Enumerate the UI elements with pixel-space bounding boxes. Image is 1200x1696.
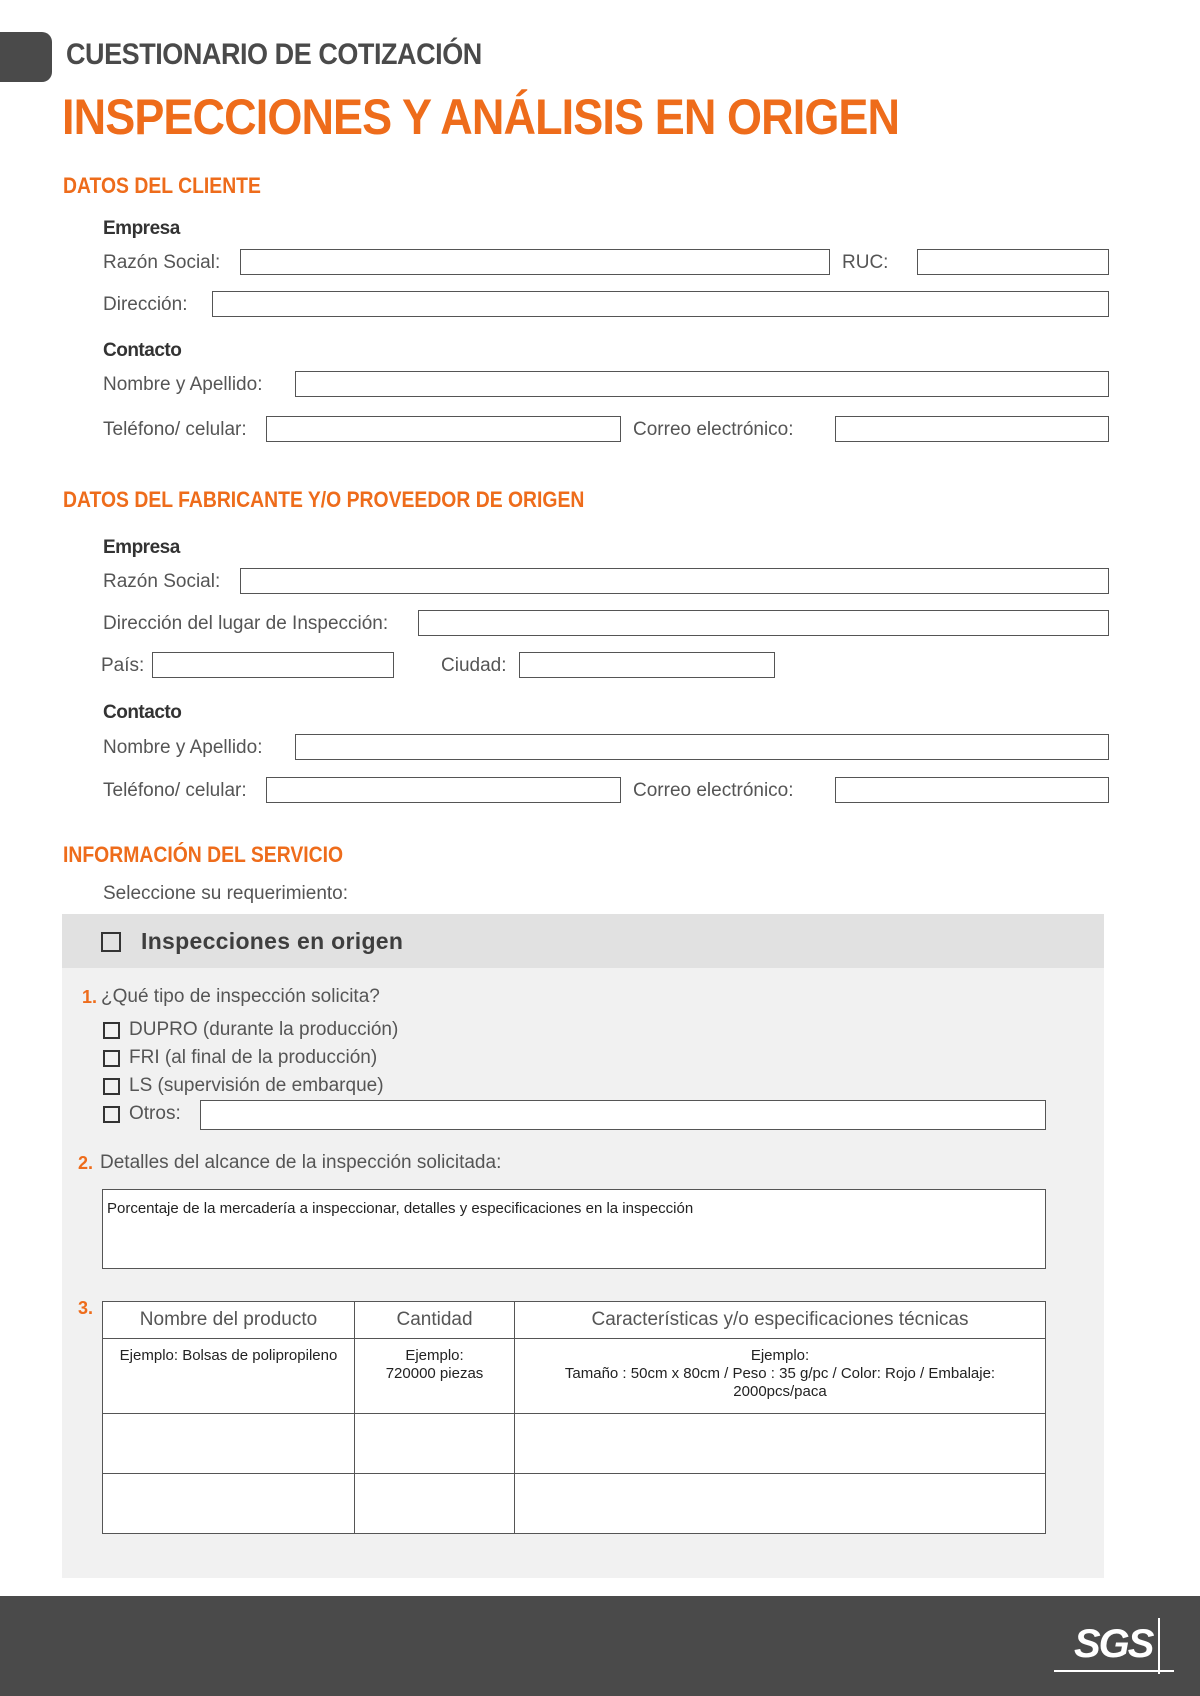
section-title-fabricante: DATOS DEL FABRICANTE Y/O PROVEEDOR DE ORIGEN bbox=[63, 487, 585, 512]
q2-number: 2. bbox=[78, 1153, 94, 1173]
footer bbox=[0, 1596, 1200, 1696]
cliente-correo-label: Correo electrónico: bbox=[633, 419, 794, 440]
cliente-telefono-field[interactable] bbox=[266, 416, 621, 442]
option-otros-field[interactable] bbox=[200, 1100, 1046, 1130]
section-title-cliente: DATOS DEL CLIENTE bbox=[63, 173, 261, 198]
row3-producto-cell[interactable] bbox=[103, 1474, 355, 1534]
row2-caracteristicas-cell[interactable] bbox=[515, 1414, 1046, 1474]
q1-label: ¿Qué tipo de inspección solicita? bbox=[101, 986, 380, 1007]
q3-number: 3. bbox=[78, 1298, 94, 1318]
option-ls-label: LS (supervisión de embarque) bbox=[129, 1075, 384, 1096]
example-cantidad-line-2: 720000 piezas bbox=[385, 1365, 484, 1382]
fabricante-contacto-heading: Contacto bbox=[103, 702, 182, 723]
option-dupro-checkbox[interactable] bbox=[103, 1022, 120, 1039]
option-otros-label: Otros: bbox=[129, 1103, 181, 1124]
fabricante-correo-label: Correo electrónico: bbox=[633, 780, 794, 801]
fabricante-nombre-field[interactable] bbox=[295, 734, 1109, 760]
table-row bbox=[103, 1414, 1046, 1474]
section-title-servicio: INFORMACIÓN DEL SERVICIO bbox=[63, 842, 344, 867]
cliente-contacto-heading: Contacto bbox=[103, 340, 182, 361]
example-caracteristicas-cell[interactable] bbox=[515, 1339, 1046, 1414]
example-cantidad-line-1: Ejemplo: bbox=[405, 1347, 464, 1364]
fabricante-ciudad-label: Ciudad: bbox=[441, 655, 507, 676]
example-cantidad-cell[interactable] bbox=[355, 1339, 515, 1414]
header-nombre-producto: Nombre del producto bbox=[103, 1302, 355, 1339]
cliente-telefono-label: Teléfono/ celular: bbox=[103, 419, 247, 440]
cliente-direccion-field[interactable] bbox=[212, 291, 1109, 317]
cliente-nombre-label: Nombre y Apellido: bbox=[103, 374, 263, 395]
inspecciones-origen-checkbox[interactable] bbox=[101, 932, 121, 952]
row2-cantidad-cell[interactable] bbox=[355, 1414, 515, 1474]
fabricante-direccion-field[interactable] bbox=[418, 610, 1109, 636]
q2-details-textarea[interactable] bbox=[102, 1189, 1046, 1269]
header-tab bbox=[0, 32, 52, 82]
example-caract-line-2: Tamaño : 50cm x 80cm / Peso : 35 g/pc / Color: Rojo / Embalaje: bbox=[564, 1365, 996, 1382]
page-title: INSPECCIONES Y ANÁLISIS EN ORIGEN bbox=[62, 89, 900, 145]
sgs-logo: SGS bbox=[1074, 1622, 1153, 1666]
q1-number: 1. bbox=[82, 987, 98, 1007]
cliente-ruc-field[interactable] bbox=[917, 249, 1109, 275]
cliente-direccion-label: Dirección: bbox=[103, 294, 188, 315]
header-caracteristicas: Características y/o especificaciones técnicas bbox=[515, 1302, 1046, 1339]
fabricante-telefono-label: Teléfono/ celular: bbox=[103, 780, 247, 801]
fabricante-nombre-label: Nombre y Apellido: bbox=[103, 737, 263, 758]
logo-vertical-line bbox=[1158, 1618, 1160, 1674]
example-producto-text: Ejemplo: Bolsas de polipropileno bbox=[119, 1347, 338, 1364]
option-otros-checkbox[interactable] bbox=[103, 1106, 120, 1123]
q2-details-text: Porcentaje de la mercadería a inspeccionar, detalles y especificaciones en la inspección bbox=[107, 1200, 694, 1217]
cliente-razon-social-field[interactable] bbox=[240, 249, 830, 275]
row2-producto-cell[interactable] bbox=[103, 1414, 355, 1474]
inspecciones-panel-title: Inspecciones en origen bbox=[141, 928, 404, 954]
document-type: CUESTIONARIO DE COTIZACIÓN bbox=[66, 38, 482, 71]
logo-underline bbox=[1054, 1670, 1174, 1672]
table-row bbox=[103, 1474, 1046, 1534]
option-ls-checkbox[interactable] bbox=[103, 1078, 120, 1095]
fabricante-pais-field[interactable] bbox=[152, 652, 394, 678]
option-fri-checkbox[interactable] bbox=[103, 1050, 120, 1067]
fabricante-razon-social-label: Razón Social: bbox=[103, 571, 221, 592]
cliente-razon-social-label: Razón Social: bbox=[103, 252, 221, 273]
product-table bbox=[102, 1301, 1046, 1534]
servicio-prompt: Seleccione su requerimiento: bbox=[103, 883, 349, 904]
fabricante-ciudad-field[interactable] bbox=[519, 652, 775, 678]
fabricante-direccion-label: Dirección del lugar de Inspección: bbox=[103, 613, 389, 634]
example-caract-line-3: 2000pcs/paca bbox=[733, 1383, 827, 1400]
example-producto-cell[interactable] bbox=[103, 1339, 355, 1414]
option-dupro-label: DUPRO (durante la producción) bbox=[129, 1019, 399, 1040]
cliente-ruc-label: RUC: bbox=[842, 252, 889, 273]
cliente-empresa-heading: Empresa bbox=[103, 218, 180, 239]
option-fri-label: FRI (al final de la producción) bbox=[129, 1047, 378, 1068]
q2-label: Detalles del alcance de la inspección solicitada: bbox=[100, 1152, 502, 1173]
row3-cantidad-cell[interactable] bbox=[355, 1474, 515, 1534]
product-table-header-row bbox=[103, 1302, 1046, 1339]
header-cantidad: Cantidad bbox=[355, 1302, 515, 1339]
table-row bbox=[103, 1339, 1046, 1414]
fabricante-telefono-field[interactable] bbox=[266, 777, 621, 803]
cliente-correo-field[interactable] bbox=[835, 416, 1109, 442]
fabricante-pais-label: País: bbox=[101, 655, 145, 676]
fabricante-correo-field[interactable] bbox=[835, 777, 1109, 803]
fabricante-razon-social-field[interactable] bbox=[240, 568, 1109, 594]
cliente-nombre-field[interactable] bbox=[295, 371, 1109, 397]
row3-caracteristicas-cell[interactable] bbox=[515, 1474, 1046, 1534]
fabricante-empresa-heading: Empresa bbox=[103, 537, 180, 558]
example-caract-line-1: Ejemplo: bbox=[750, 1347, 810, 1364]
